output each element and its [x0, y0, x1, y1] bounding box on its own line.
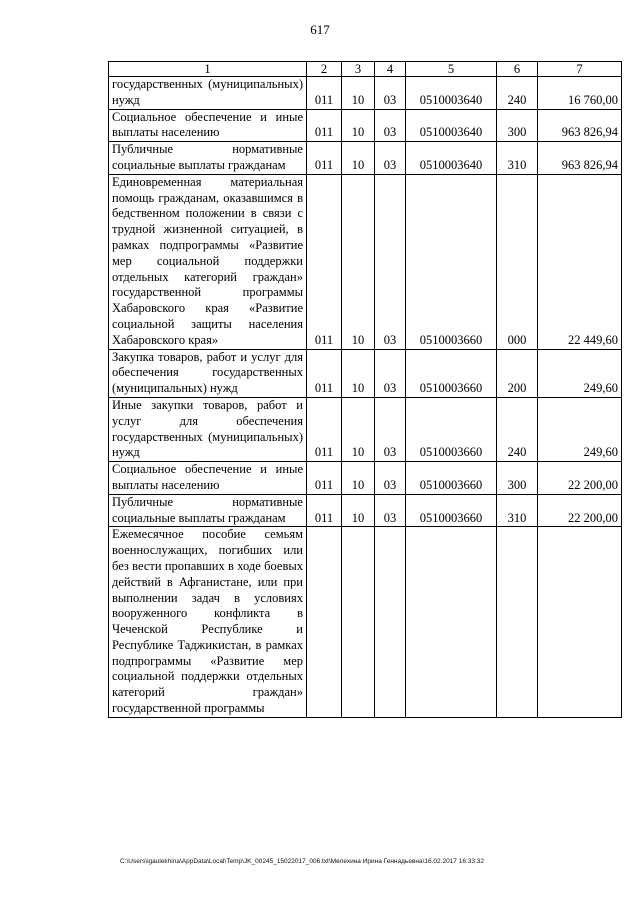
row-gr: 011 [307, 462, 342, 495]
row-rz: 10 [342, 349, 375, 397]
row-pr: 03 [375, 77, 406, 110]
file-path-footer: C:\Users\igaulekhina\AppData\Local\Temp\JK_00245_15022017_006.txt\Мелехина Ирина Геннадьевна\16.02.2017 16:33:32 [120, 858, 485, 865]
row-rz: 10 [342, 142, 375, 175]
row-pr: 03 [375, 109, 406, 142]
table-row [109, 109, 622, 142]
row-vr: 300 [497, 462, 538, 495]
row-vr [497, 527, 538, 718]
row-pr: 03 [375, 349, 406, 397]
table-row [109, 349, 622, 397]
row-rz: 10 [342, 174, 375, 349]
row-csr: 0510003660 [406, 349, 497, 397]
row-vr: 300 [497, 109, 538, 142]
row-pr: 03 [375, 174, 406, 349]
row-sum: 22 449,60 [538, 174, 622, 349]
budget-table [108, 61, 622, 718]
row-name: Публичные нормативные социальные выплаты гражданам [109, 494, 307, 527]
table-row [109, 397, 622, 461]
row-vr: 310 [497, 494, 538, 527]
row-name: Единовременная материальная помощь гражданам, оказавшимся в бедственном положении в связи с трудной жизненной ситуацией, в рамках подпрограммы «Развитие мер социальной поддержки отдельных категорий граждан» государственной программы Хабаровского края «Развитие социальной защиты населения Хабаровского края» [109, 174, 307, 349]
row-csr [406, 527, 497, 718]
header-cell-1: 1 [109, 62, 307, 77]
row-name: Социальное обеспечение и иные выплаты населению [109, 462, 307, 495]
row-gr: 011 [307, 109, 342, 142]
row-csr: 0510003660 [406, 494, 497, 527]
row-csr: 0510003660 [406, 397, 497, 461]
header-cell-4: 4 [375, 62, 406, 77]
row-pr: 03 [375, 397, 406, 461]
row-gr: 011 [307, 77, 342, 110]
table-row [109, 142, 622, 175]
row-rz: 10 [342, 462, 375, 495]
row-rz: 10 [342, 109, 375, 142]
table-row [109, 527, 622, 718]
row-pr: 03 [375, 142, 406, 175]
row-pr [375, 527, 406, 718]
header-cell-7: 7 [538, 62, 622, 77]
row-gr [307, 527, 342, 718]
row-rz: 10 [342, 397, 375, 461]
row-csr: 0510003660 [406, 174, 497, 349]
row-sum: 249,60 [538, 397, 622, 461]
row-vr: 200 [497, 349, 538, 397]
row-vr: 240 [497, 397, 538, 461]
row-csr: 0510003640 [406, 109, 497, 142]
row-gr: 011 [307, 349, 342, 397]
row-name: Публичные нормативные социальные выплаты гражданам [109, 142, 307, 175]
row-name: Ежемесячное пособие семьям военнослужащих, погибших или без вести пропавших в ходе боевых действий в Афганистане, или при выполнении задач в условиях вооруженного конфликта в Чеченской Республике и Республике Таджикистан, в рамках подпрограммы «Развитие мер социальной поддержки отдельных категорий граждан» государственной программы [109, 527, 307, 718]
row-pr: 03 [375, 462, 406, 495]
row-name: Закупка товаров, работ и услуг для обеспечения государственных (муниципальных) нужд [109, 349, 307, 397]
row-sum: 963 826,94 [538, 142, 622, 175]
header-cell-2: 2 [307, 62, 342, 77]
row-name: государственных (муниципальных) нужд [109, 77, 307, 110]
header-row [109, 62, 622, 77]
row-sum: 22 200,00 [538, 494, 622, 527]
header-cell-3: 3 [342, 62, 375, 77]
row-sum [538, 527, 622, 718]
row-sum: 249,60 [538, 349, 622, 397]
row-gr: 011 [307, 174, 342, 349]
row-name: Иные закупки товаров, работ и услуг для обеспечения государственных (муниципальных) нужд [109, 397, 307, 461]
row-gr: 011 [307, 494, 342, 527]
row-csr: 0510003640 [406, 142, 497, 175]
row-vr: 000 [497, 174, 538, 349]
table-row [109, 174, 622, 349]
row-rz: 10 [342, 494, 375, 527]
row-vr: 310 [497, 142, 538, 175]
row-gr: 011 [307, 142, 342, 175]
row-pr: 03 [375, 494, 406, 527]
row-rz [342, 527, 375, 718]
row-csr: 0510003660 [406, 462, 497, 495]
table-row [109, 462, 622, 495]
table-row [109, 494, 622, 527]
row-sum: 963 826,94 [538, 109, 622, 142]
page-number: 617 [310, 22, 330, 37]
row-sum: 22 200,00 [538, 462, 622, 495]
header-cell-5: 5 [406, 62, 497, 77]
row-rz: 10 [342, 77, 375, 110]
table-row [109, 77, 622, 110]
row-vr: 240 [497, 77, 538, 110]
header-cell-6: 6 [497, 62, 538, 77]
row-sum: 16 760,00 [538, 77, 622, 110]
row-csr: 0510003640 [406, 77, 497, 110]
row-gr: 011 [307, 397, 342, 461]
row-name: Социальное обеспечение и иные выплаты населению [109, 109, 307, 142]
